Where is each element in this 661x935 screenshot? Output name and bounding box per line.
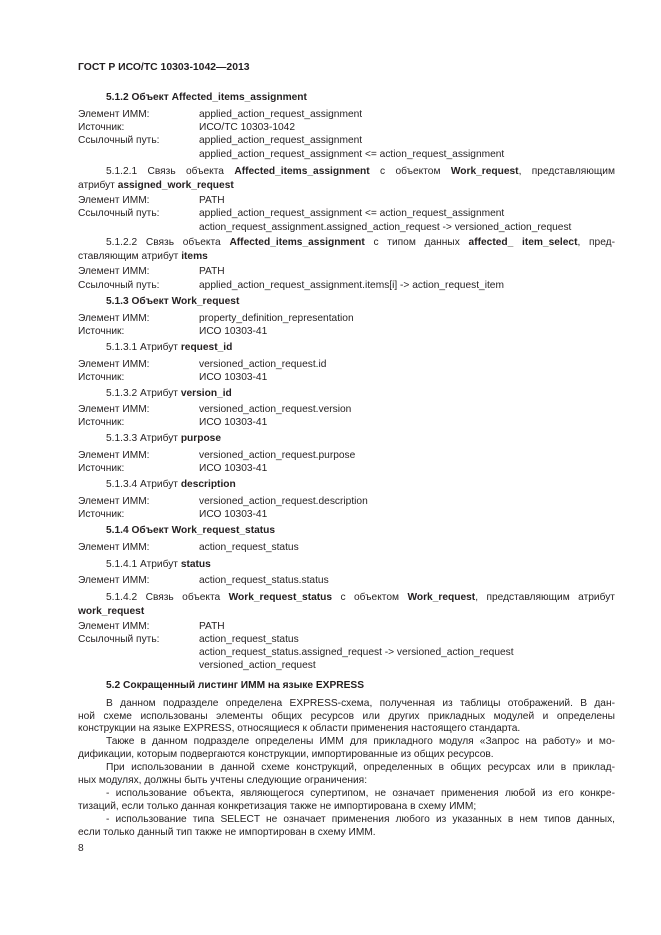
document-header: ГОСТ Р ИСО/ТС 10303-1042—2013: [78, 62, 250, 73]
section-5-2-heading: 5.2 Сокращенный листинг ИММ на языке EXPRESS: [106, 680, 365, 691]
attribute-description-heading: 5.1.3.4 Атрибут description: [106, 479, 236, 490]
section-5-1-3-heading: 5.1.3 Объект Work_request: [106, 296, 240, 307]
paragraph-line: ных модулях, должны быть учтены следующие ограничения:: [78, 775, 368, 786]
section-5-1-2-1-line1: 5.1.2.1 Связь объекта Affected_items_assignment с объектом Work_request, представляющим: [106, 166, 616, 177]
list-item-line: - использование типа SELECT не означает применения любого из указанных в нем типов данных,: [106, 814, 615, 825]
paragraph-line: ной схеме использованы элементы общих ресурсов или других прикладных модулей и определены: [78, 711, 615, 722]
section-5-1-2-2-line2: ставляющим атрибут items: [78, 251, 208, 262]
attribute-request-id-heading: 5.1.3.1 Атрибут request_id: [106, 342, 233, 353]
paragraph-line: конструкции на языке EXPRESS, относящиеся к области применения настоящего стандарта.: [78, 723, 521, 734]
section-5-1-4-2-line2: work_request: [78, 606, 145, 617]
paragraph-line: Также в данном подразделе определены ИММ для прикладного модуля «Запрос на работу» и мо-: [106, 736, 615, 747]
document-page: ГОСТ Р ИСО/ТС 10303-1042—2013 5.1.2 Объект Affected_items_assignment Элемент ИММ: applied_action_request_assignment Источник: ИСО/ТС 10303-1042 Ссылочный путь: applied_action_request_assignment applied_action_request_assignment <= action_request_assignment 5.1.2.1 Связь объекта Affected_items_assignment с объектом Work_request, представляющим атрибут assigned_work_request Элемент ИММ: PATH Ссылочный путь: applied_action_request_assignment <= action_request_assignment action_request_assignment.assigned_action_request -> versioned_action_request 5.1.2.2 Связь объекта Affected_items_assignment с типом данных affected_ item_select, пред- ставляющим атрибут items Элемент ИММ: PATH Ссылочный путь: applied_action_request_assignment.items[i] -> action_request_item 5.1.3 Объект Work_request Элемент ИММ: property_definition_representation Источник: ИСО 10303-41 5.1.3.1 Атрибут request_id Элемент ИММ: versioned_action_request.id Источник: ИСО 10303-41 5.1.3.2 Атрибут version_id Элемент ИММ: versioned_action_request.version Источник: ИСО 10303-41 5.1.3.3 Атрибут purpose Элемент ИММ: versioned_action_request.purpose Источник: ИСО 10303-41 5.1.3.4 Атрибут description Элемент ИММ: versioned_action_request.description Источник: ИСО 10303-41 5.1.4 Объект Work_request_status Элемент ИММ: action_request_status 5.1.4.1 Атрибут status Элемент ИММ: action_request_status.status 5.1.4.2 Связь объекта Work_request_status с объектом Work_request, представляющим атрибут work_request Элемент ИММ: PATH Ссылочный путь: action_request_status action_request_status.assigned_request -> versioned_action_request versioned_action_request 5.2 Сокращенный листинг ИММ на языке EXPRESS В данном подразделе определена EXPRESS-схема, полученная из таблицы отображений. В дан- ной схеме использованы элементы общих ресурсов или других прикладных модулей и определены конструкции на языке EXPRESS, относящиеся к области применения настоящего стандарта. Также в данном подразделе определены ИММ для прикладного модуля «Запрос на работу» и мо- дификации, которым подвергаются конструкции, импортированные из общих ресурсов. При использовании в данной схеме конструкций, определенных в общих ресурсах или в приклад- ных модулях, должны быть учтены следующие ограничения: - использование объекта, являющегося супертипом, не означает применения любой из его конкре- тизаций, если только данная конкретизация также не импортирована в схему ИММ; - использование типа SELECT не означает применения любого из указанных в нем типов данных, если только данный тип также не импортирован в схему ИММ. 8: [78, 62, 616, 854]
paragraph-line: В данном подразделе определена EXPRESS-схема, полученная из таблицы отображений. В дан-: [106, 698, 615, 709]
list-item-line: тизаций, если только данная конкретизация также не импортирована в схему ИММ;: [78, 801, 477, 812]
section-5-1-2-2-line1: 5.1.2.2 Связь объекта Affected_items_assignment с типом данных affected_ item_select, пред-: [106, 237, 616, 248]
paragraph-line: дификации, которым подвергаются конструкции, импортированные из общих ресурсов.: [78, 749, 494, 760]
section-5-1-4-heading: 5.1.4 Объект Work_request_status: [106, 525, 276, 536]
attribute-version-id-heading: 5.1.3.2 Атрибут version_id: [106, 388, 232, 399]
paragraph-line: При использовании в данной схеме конструкций, определенных в общих ресурсах или в приклад-: [106, 762, 615, 773]
list-item-line: - использование объекта, являющегося супертипом, не означает применения любой из его конкре-: [106, 788, 615, 799]
attribute-status-heading: 5.1.4.1 Атрибут status: [106, 559, 211, 570]
section-5-1-4-2-line1: 5.1.4.2 Связь объекта Work_request_status с объектом Work_request, представляющим атрибут: [106, 592, 615, 603]
attribute-purpose-heading: 5.1.3.3 Атрибут purpose: [106, 433, 222, 444]
list-item-line: если только данный тип также не импортирован в схему ИММ.: [78, 827, 376, 838]
page-number: 8: [78, 843, 84, 854]
section-5-1-2-heading: 5.1.2 Объект Affected_items_assignment: [106, 92, 307, 103]
section-5-1-2-1-line2: атрибут assigned_work_request: [78, 180, 234, 191]
